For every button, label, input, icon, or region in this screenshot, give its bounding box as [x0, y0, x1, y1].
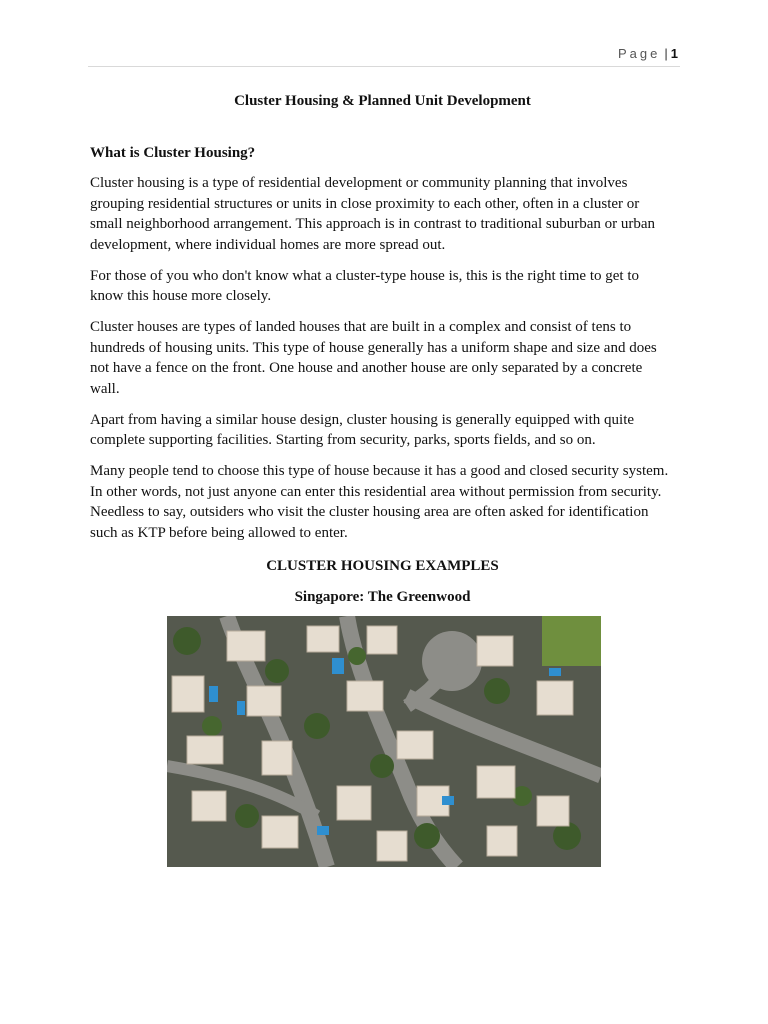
aerial-photo: [167, 616, 601, 867]
section-heading: What is Cluster Housing?: [90, 145, 256, 161]
page-header: [618, 46, 678, 61]
page-number: 1: [670, 46, 678, 61]
example-subheading: Singapore: The Greenwood: [294, 589, 471, 605]
page-separator: |: [664, 46, 668, 61]
aerial-photo-illustration: [167, 616, 601, 867]
paragraph-1: Cluster housing is a type of residential development or community planning that involves grouping residential structures or units in close proximity to each other, often in a cluster or small neighborhood arrangement. This approach is in contrast to traditional suburban or urban development, where individual homes are more spread out.: [90, 175, 655, 253]
paragraph-2: For those of you who don't know what a cluster-type house is, this is the right time to get to know this house more closely.: [90, 267, 640, 304]
header-rule: [88, 66, 680, 67]
paragraph-4: Apart from having a similar house design, cluster housing is generally equipped with quite complete supporting facilities. Starting from security, parks, sports fields, and so on.: [90, 411, 635, 448]
document-body: [90, 90, 675, 616]
paragraph-5: Many people tend to choose this type of house because it has a good and closed security system. In other words, not just anyone can enter this residential area without permission from security. Needless to say, outsiders who visit the cluster housing area are often asked for identification such as KTP before being allowed to enter.: [90, 463, 669, 541]
examples-heading: CLUSTER HOUSING EXAMPLES: [266, 558, 499, 574]
page-label: Page: [618, 46, 661, 61]
document-title: Cluster Housing & Planned Unit Development: [234, 93, 531, 109]
paragraph-3: Cluster houses are types of landed houses that are built in a complex and consist of tens to hundreds of housing units. This type of house generally has a uniform shape and size and does not have a fence on the front. One house and another house are only separated by a concrete wall.: [90, 319, 657, 397]
